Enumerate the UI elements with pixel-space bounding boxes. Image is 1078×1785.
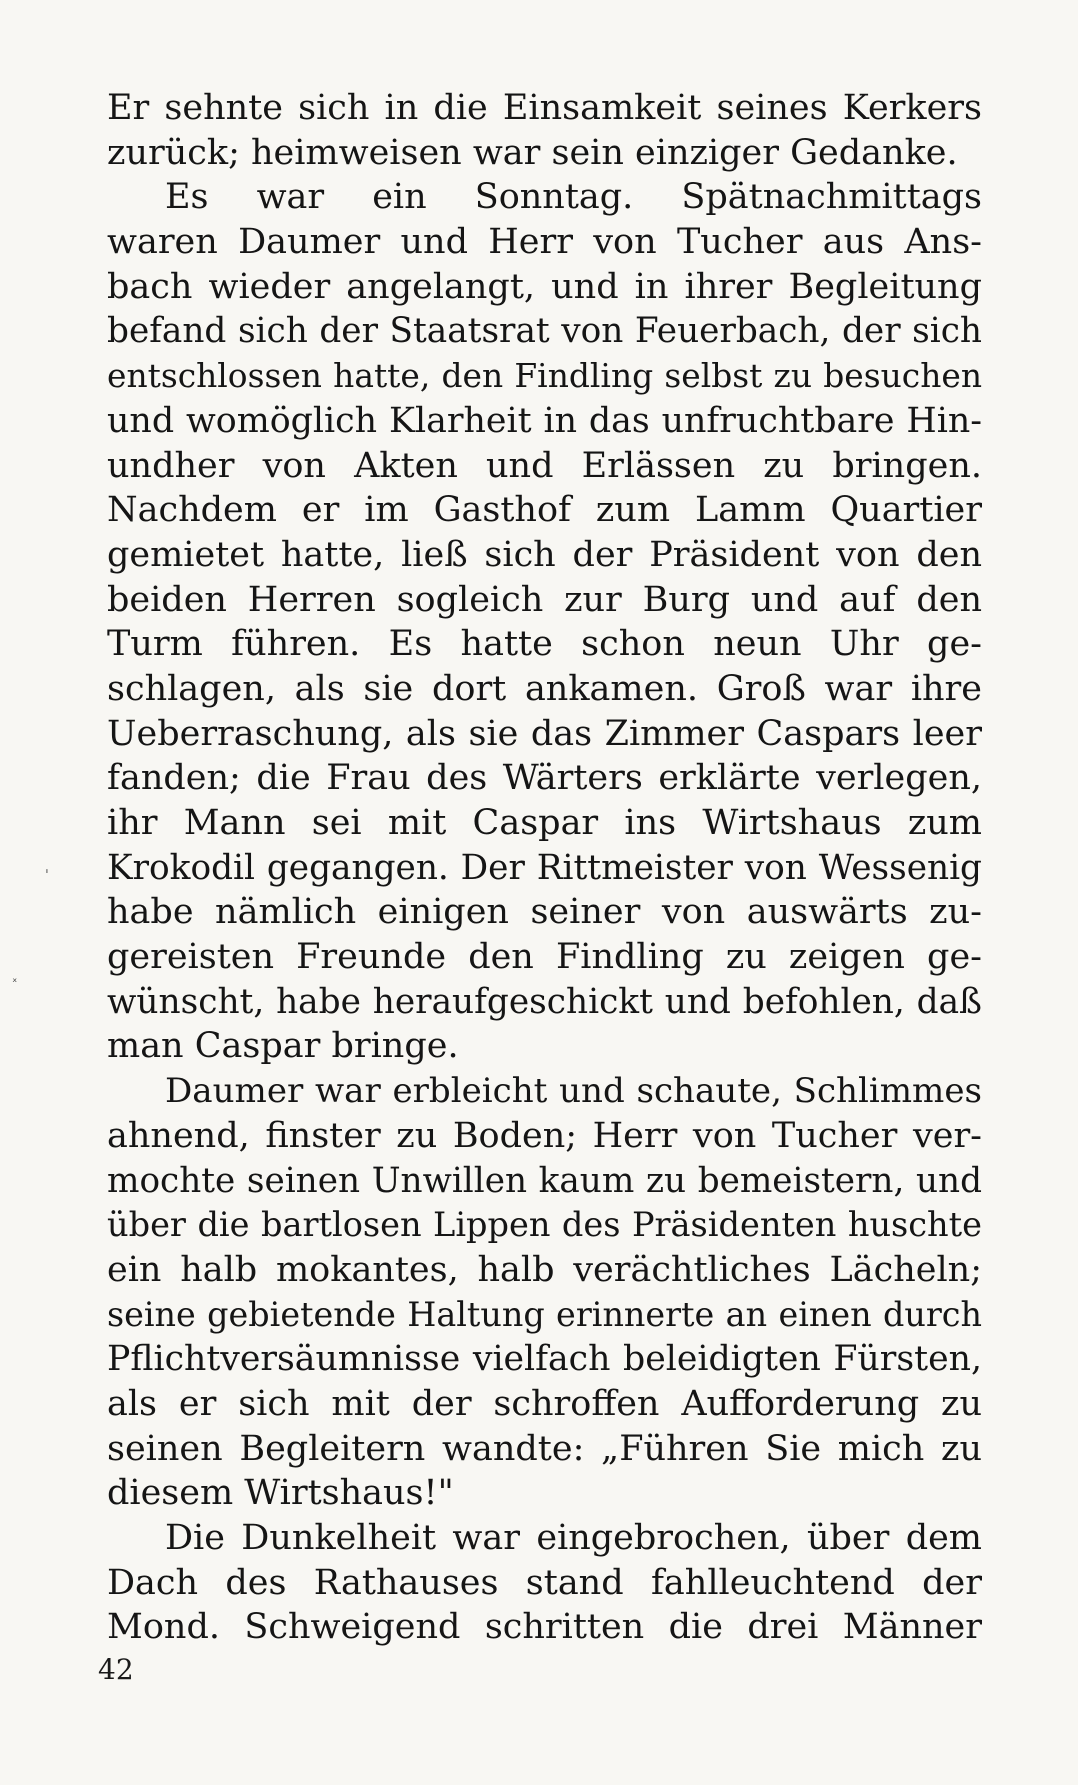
text-line: ahnend, finster zu Boden; Herr von Tucher ver-: [107, 1115, 982, 1156]
text-line: Er sehnte sich in die Einsamkeit seines Kerkers: [107, 88, 982, 128]
text-line: Dach des Rathauses stand fahlleuchtend der: [107, 1562, 982, 1603]
text-line: Krokodil gegangen. Der Rittmeister von Wessenig: [107, 847, 982, 888]
text-line: Ueberraschung, als sie das Zimmer Caspars leer: [107, 713, 982, 754]
ink-speck: ˣ: [12, 975, 18, 989]
ink-speck: ˈ: [45, 868, 49, 884]
text-line: Es war ein Sonntag. Spätnachmittags: [165, 177, 982, 218]
text-line: Mond. Schweigend schritten die drei Männer: [107, 1607, 982, 1648]
page-number: 42: [98, 1653, 134, 1686]
text-line: befand sich der Staatsrat von Feuerbach, der sich: [107, 311, 982, 352]
text-line: mochte seinen Unwillen kaum zu bemeistern, und: [107, 1160, 982, 1201]
text-line: Turm führen. Es hatte schon neun Uhr ge-: [107, 624, 982, 665]
text-line: schlagen, als sie dort ankamen. Groß war ihre: [107, 668, 982, 709]
text-line: ihr Mann sei mit Caspar ins Wirtshaus zum: [107, 803, 982, 843]
text-line: und womöglich Klarheit in das unfruchtbare Hin-: [107, 400, 982, 441]
text-line: fanden; die Frau des Wärters erklärte verlegen,: [107, 758, 982, 799]
text-line: gemietet hatte, ließ sich der Präsident von den: [107, 534, 982, 575]
text-line: bach wieder angelangt, und in ihrer Begleitung: [107, 266, 982, 307]
text-line: diesem Wirtshaus!": [107, 1473, 454, 1514]
text-line: ein halb mokantes, halb verächtliches Lächeln;: [107, 1249, 982, 1290]
text-line: über die bartlosen Lippen des Präsidenten huschte: [107, 1205, 982, 1245]
text-line: zurück; heimweisen war sein einziger Gedanke.: [107, 132, 958, 173]
text-line: Daumer war erbleicht und schaute, Schlimmes: [165, 1071, 982, 1112]
text-line: als er sich mit der schroffen Aufforderung zu: [107, 1383, 982, 1424]
text-line: man Caspar bringe.: [107, 1026, 459, 1067]
text-line: Nachdem er im Gasthof zum Lamm Quartier: [107, 490, 982, 531]
text-line: seine gebietende Haltung erinnerte an einen durch: [107, 1294, 982, 1334]
text-line: seinen Begleitern wandte: „Führen Sie mich zu: [107, 1428, 982, 1469]
text-line: entschlossen hatte, den Findling selbst zu besuchen: [107, 356, 982, 396]
text-line: Pflichtversäumnisse vielfach beleidigten Fürsten,: [107, 1339, 982, 1380]
text-line: undher von Akten und Erlässen zu bringen.: [107, 445, 982, 486]
text-line: wünscht, habe heraufgeschickt und befohlen, daß: [107, 981, 982, 1022]
body-text: [107, 86, 982, 1650]
text-line: gereisten Freunde den Findling zu zeigen ge-: [107, 937, 982, 978]
text-line: waren Daumer und Herr von Tucher aus Ans-: [107, 222, 982, 263]
text-line: beiden Herren sogleich zur Burg und auf den: [107, 579, 982, 620]
text-line: habe nämlich einigen seiner von auswärts zu-: [107, 892, 982, 933]
text-line: Die Dunkelheit war eingebrochen, über dem: [165, 1518, 982, 1558]
